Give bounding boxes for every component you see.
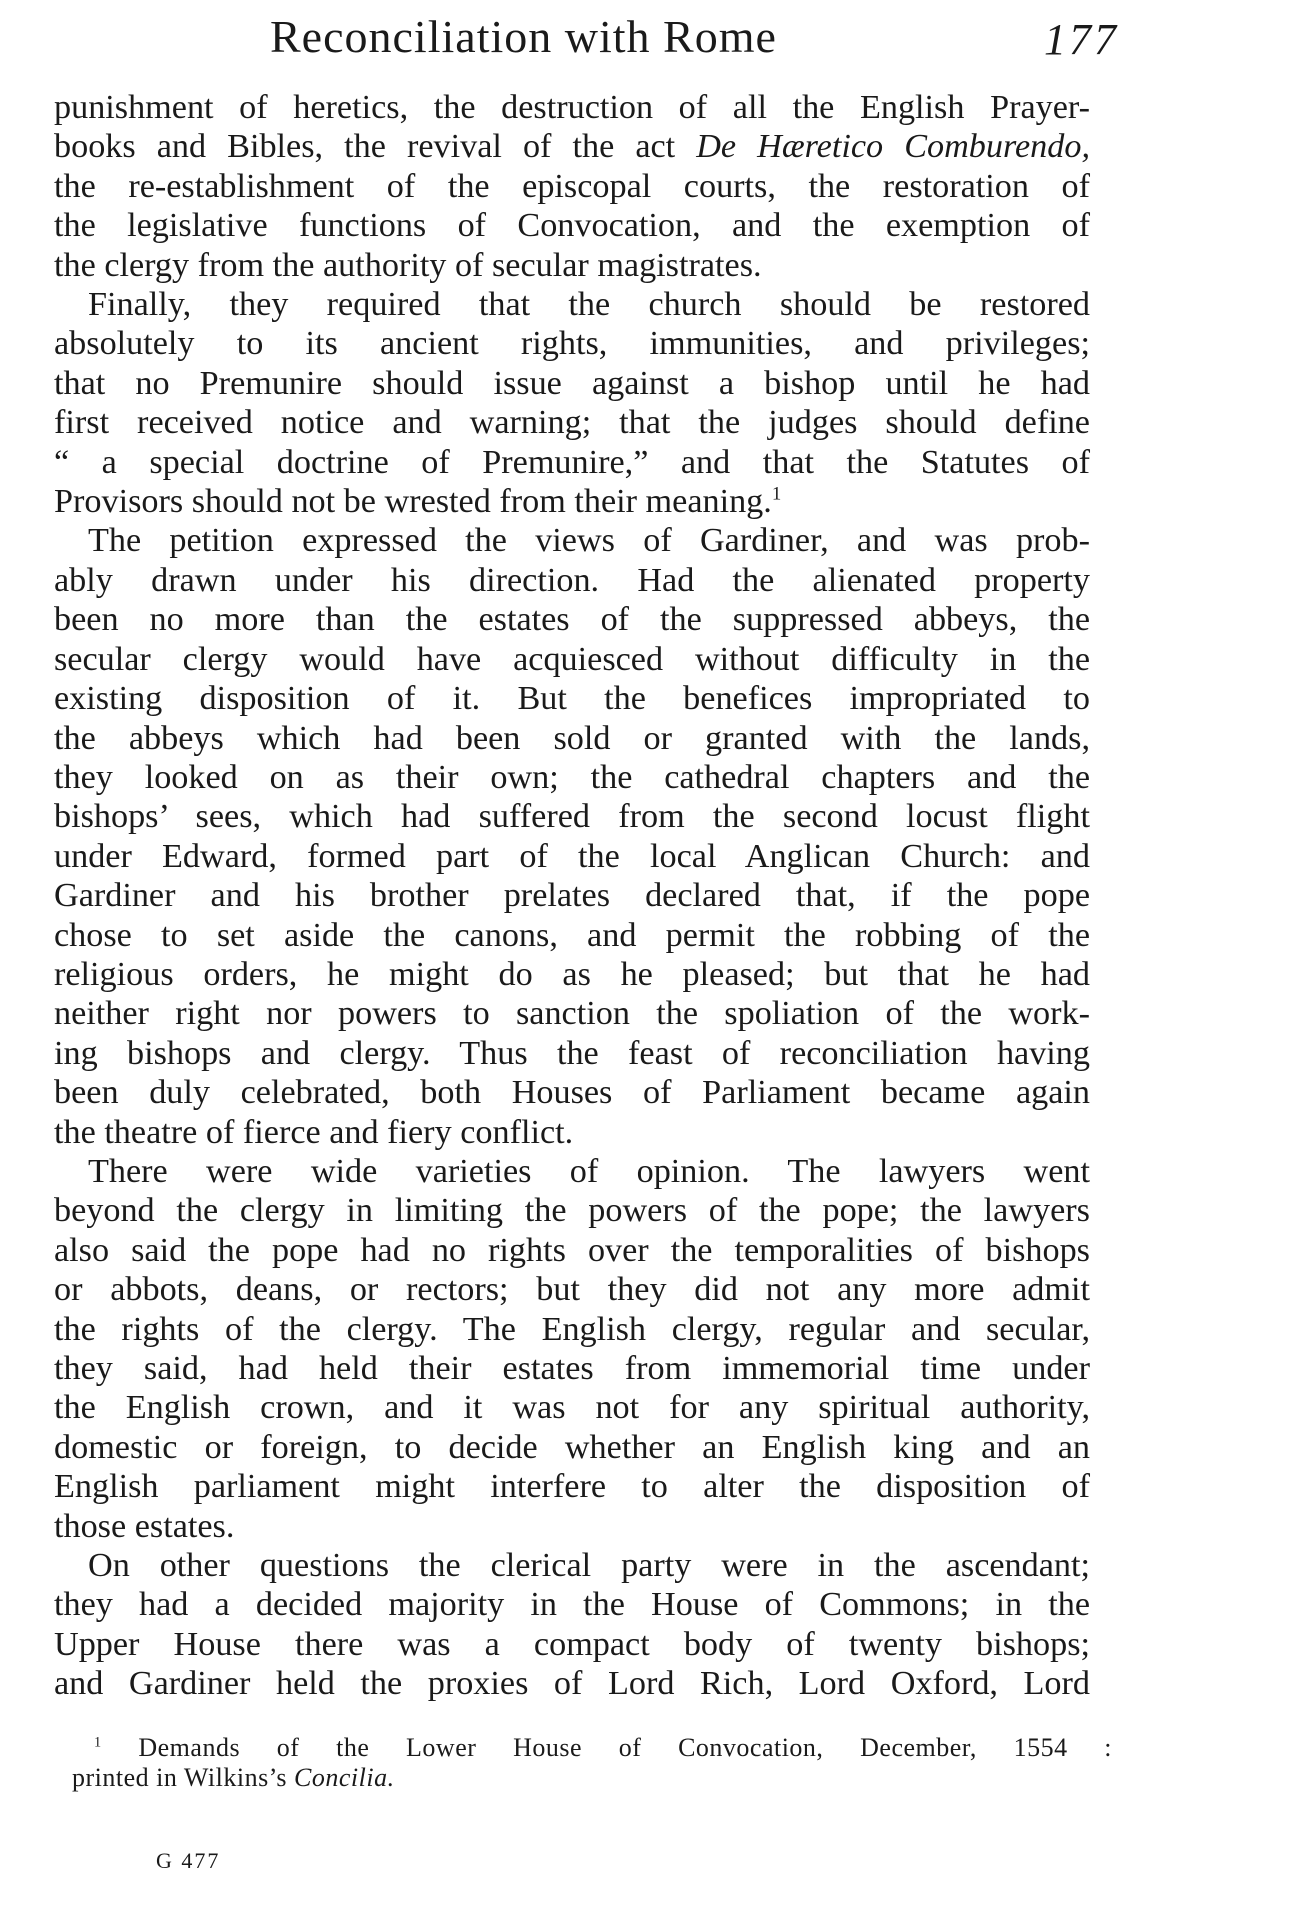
text-line: the legislative functions of Convocation, and the exemption of: [54, 207, 1090, 245]
footnote-italic-title: Concilia.: [294, 1763, 395, 1792]
text-line: the clergy from the authority of secular magistrates.: [54, 246, 762, 284]
text-line: bishops’ sees, which had suffered from the second locust flight: [54, 798, 1090, 836]
text-line: the abbeys which had been sold or granted with the lands,: [54, 719, 1090, 757]
paragraph-5: [54, 1546, 1090, 1704]
text-line: the English crown, and it was not for any spiritual authority,: [54, 1389, 1090, 1427]
text-line: that no Premunire should issue against a bishop until he had: [54, 364, 1090, 402]
footnote: [72, 1733, 1112, 1793]
footnote-line: [72, 1763, 1112, 1793]
footnote-text: printed in Wilkins’s: [72, 1763, 295, 1792]
footnote-reference: 1: [771, 483, 782, 505]
text-line: existing disposition of it. But the benefices impropriated to: [54, 680, 1090, 718]
text-line: the re-establishment of the episcopal courts, the restoration of: [54, 167, 1090, 205]
text-line: been duly celebrated, both Houses of Parliament became again: [54, 1074, 1090, 1112]
paragraph-2: [54, 285, 1090, 521]
text-line: the theatre of fierce and fiery conflict.: [54, 1113, 574, 1151]
text-line: ing bishops and clergy. Thus the feast of reconciliation having: [54, 1034, 1090, 1072]
text-line: first received notice and warning; that the judges should define: [54, 404, 1090, 442]
text-line: secular clergy would have acquiesced without difficulty in the: [54, 640, 1090, 678]
text-fragment: books and Bibles, the revival of the act: [54, 128, 697, 166]
text-line: The petition expressed the views of Gardiner, and was prob-: [88, 522, 1090, 560]
text-line: English parliament might interfere to alter the disposition of: [54, 1468, 1090, 1506]
signature-mark: G 477: [156, 1848, 221, 1873]
text-fragment: Provisors should not be wrested from their meaning.: [54, 483, 772, 521]
paragraph-1: [54, 88, 1090, 285]
footnote-line: [72, 1733, 1112, 1763]
text-line: There were wide varieties of opinion. The lawyers went: [88, 1152, 1090, 1190]
text-line: domestic or foreign, to decide whether an English king and an: [54, 1428, 1090, 1466]
text-line: they said, had held their estates from immemorial time under: [54, 1350, 1090, 1387]
text-line: or abbots, deans, or rectors; but they did not any more admit: [54, 1271, 1090, 1309]
text-line: they had a decided majority in the House of Commons; in the: [54, 1586, 1090, 1624]
text-line: religious orders, he might do as he pleased; but that he had: [54, 955, 1090, 993]
paragraph-3: [54, 521, 1090, 1152]
body-text: [54, 88, 1090, 1704]
text-line: Upper House there was a compact body of twenty bishops;: [54, 1625, 1090, 1663]
text-line: [54, 482, 1090, 521]
text-line: also said the pope had no rights over the temporalities of bishops: [54, 1231, 1090, 1269]
footnote-text: Demands of the Lower House of Convocation, December, 1554 :: [138, 1733, 1113, 1762]
running-head: [0, 10, 1299, 70]
text-line: under Edward, formed part of the local Anglican Church: and: [54, 837, 1090, 875]
text-line: been no more than the estates of the suppressed abbeys, the: [54, 601, 1090, 639]
running-title: Reconciliation with Rome: [270, 11, 777, 62]
text-line: the rights of the clergy. The English clergy, regular and secular,: [54, 1310, 1090, 1348]
text-line: ably drawn under his direction. Had the alienated property: [54, 561, 1090, 599]
text-line: On other questions the clerical party were in the ascendant;: [88, 1547, 1090, 1585]
text-line: those estates.: [54, 1507, 235, 1545]
text-line: and Gardiner held the proxies of Lord Rich, Lord Oxford, Lord: [54, 1665, 1090, 1703]
text-line: absolutely to its ancient rights, immunities, and privileges;: [54, 325, 1090, 363]
text-line: chose to set aside the canons, and permit the robbing of the: [54, 916, 1090, 954]
footnote-marker: 1: [94, 1734, 102, 1751]
page-number: 177: [1044, 15, 1119, 64]
text-line: neither right nor powers to sanction the spoliation of the work-: [54, 995, 1090, 1033]
text-line: Finally, they required that the church should be restored: [88, 286, 1090, 324]
text-line: punishment of heretics, the destruction of all the English Prayer-: [54, 89, 1090, 126]
text-line: [54, 127, 1090, 166]
text-line: Gardiner and his brother prelates declared that, if the pope: [54, 877, 1090, 915]
paragraph-4: [54, 1152, 1090, 1546]
text-line: beyond the clergy in limiting the powers of the pope; the lawyers: [54, 1192, 1090, 1230]
text-line: they looked on as their own; the cathedral chapters and the: [54, 758, 1090, 796]
italic-title: De Hæretico Comburendo,: [696, 128, 1090, 166]
text-line: “ a special doctrine of Premunire,” and that the Statutes of: [54, 443, 1090, 481]
